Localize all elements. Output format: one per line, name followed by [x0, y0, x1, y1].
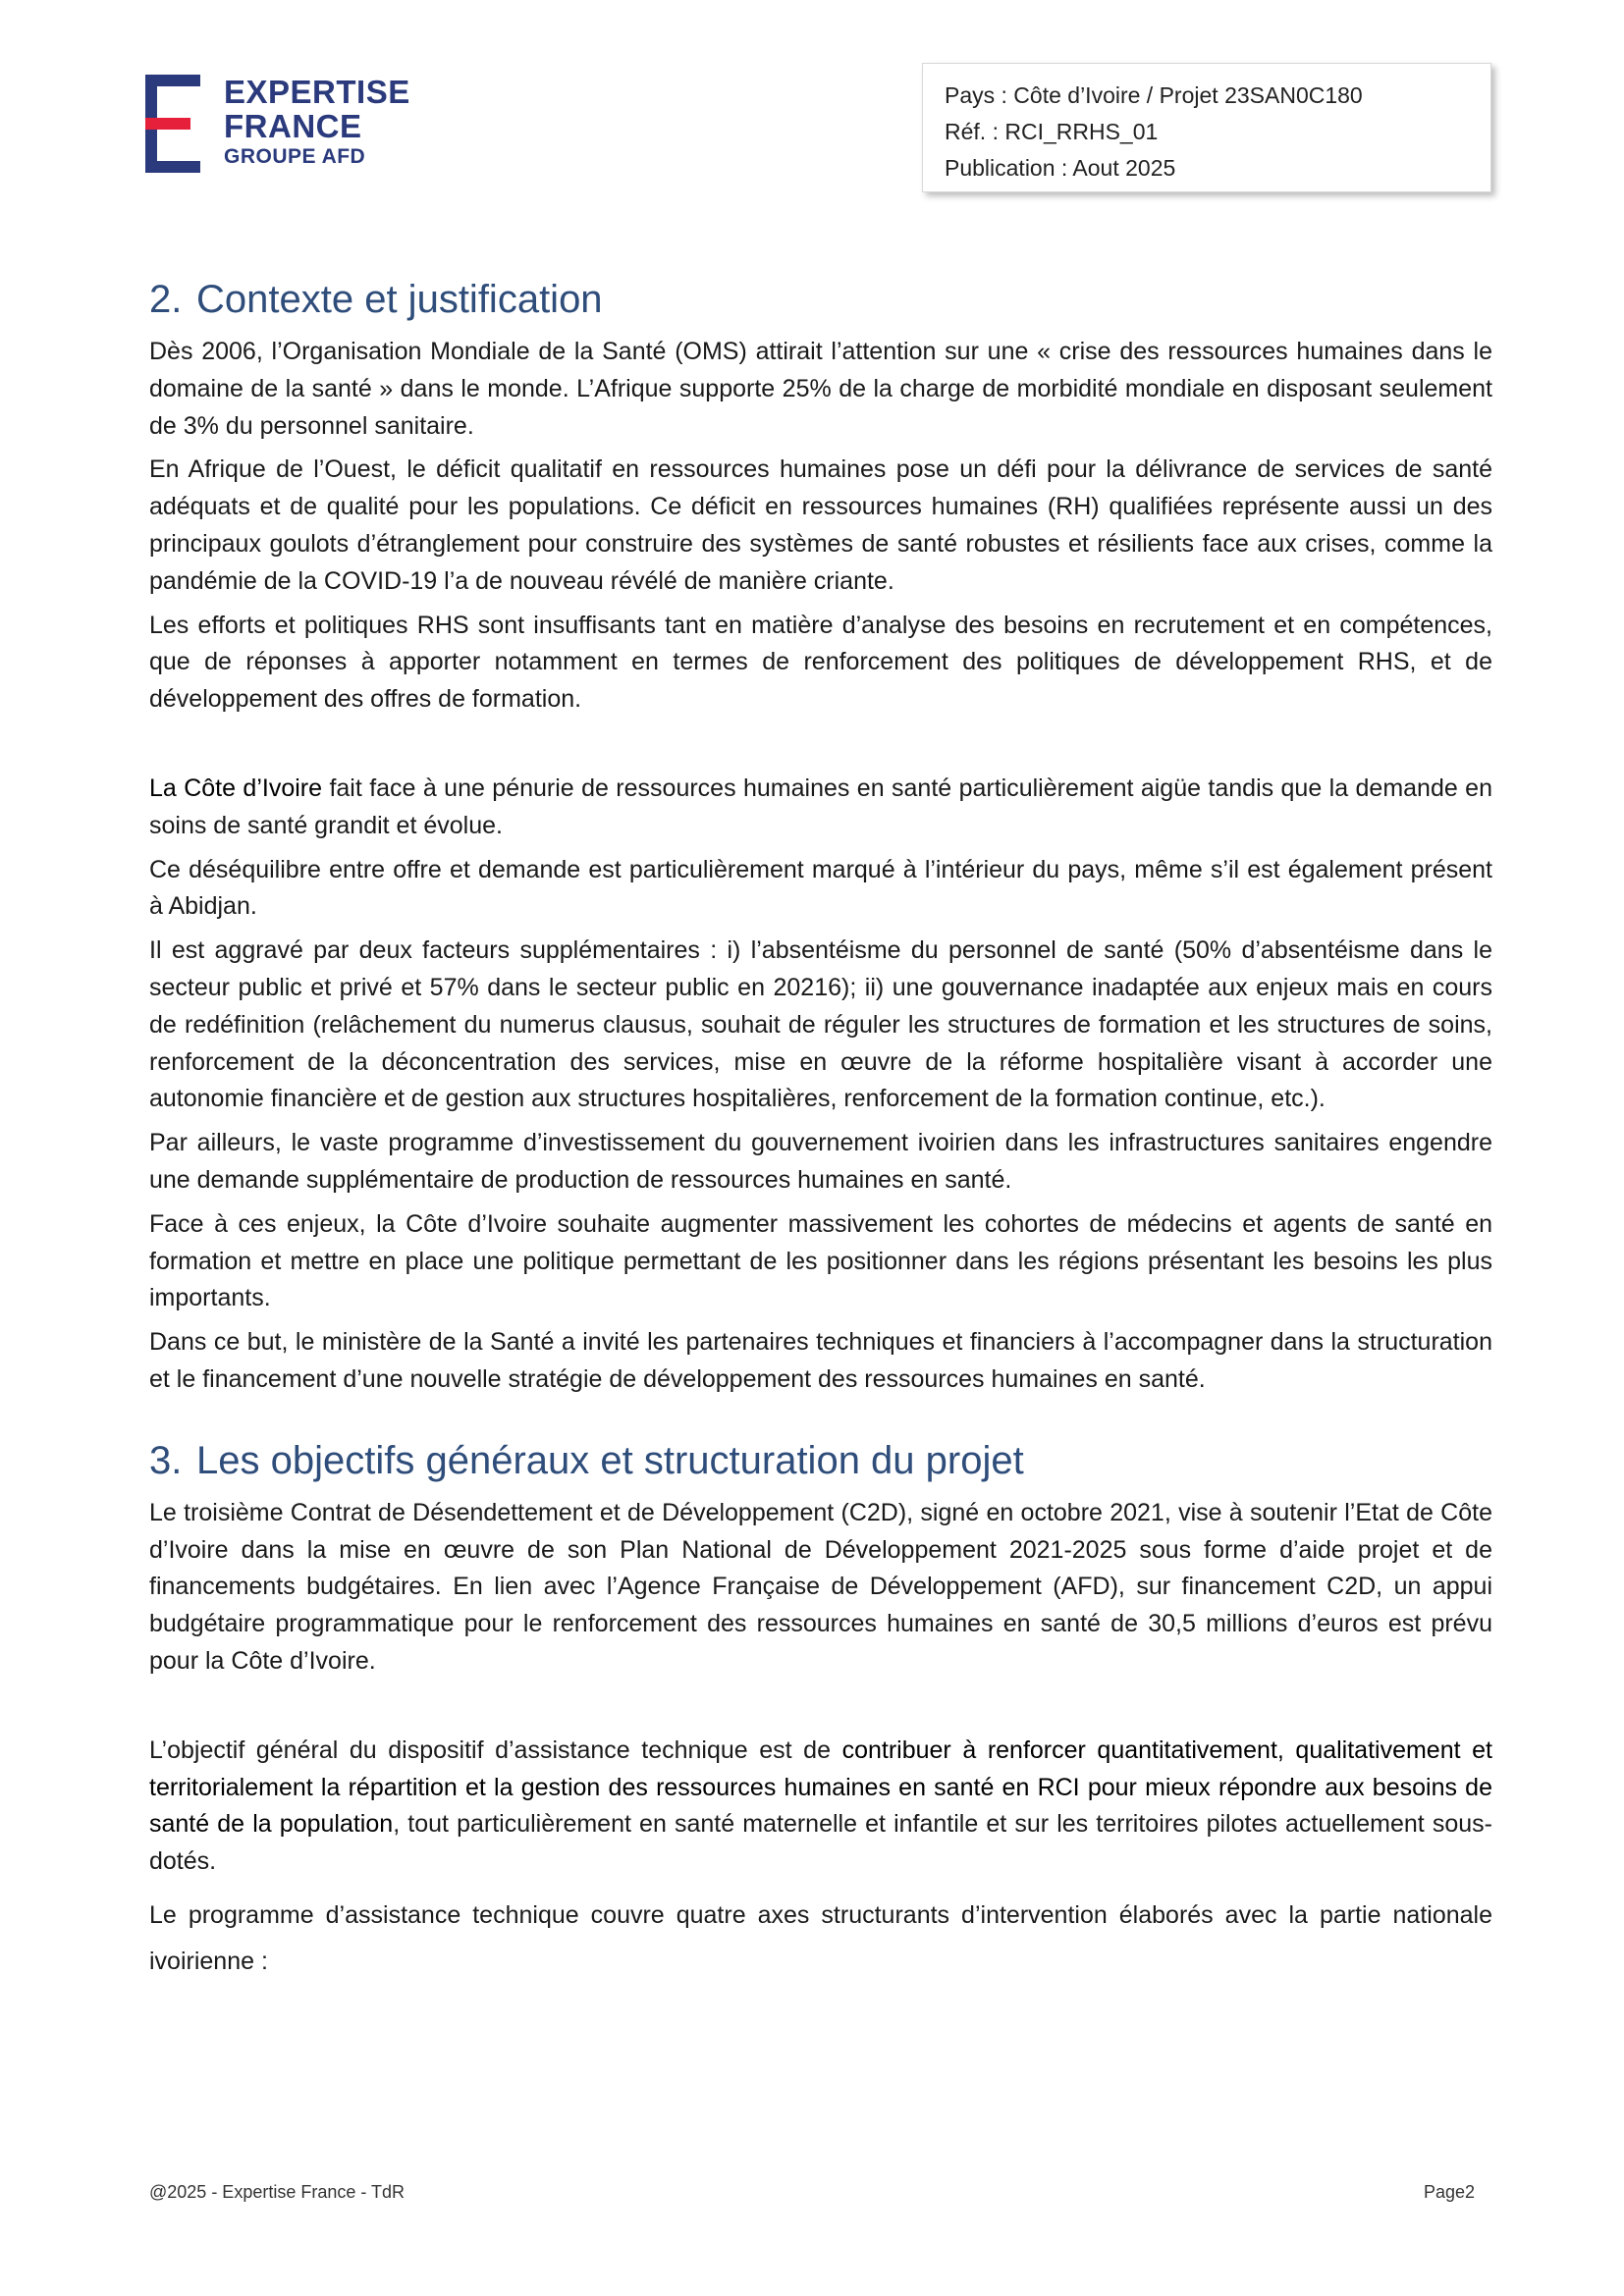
ref-code: Réf. : RCI_RRHS_01: [945, 119, 1159, 144]
section-3-heading: [149, 1436, 1492, 1485]
general-objective-emphasis: contribuer à renforcer quantitativement, qualitativement et territorialement la répartition et la gestion des ressources humaines en santé en RCI pour mieux répondre aux besoins de santé de la population: [149, 1735, 1492, 1839]
cote-divoire-emphasis: La Côte d’Ivoire: [149, 774, 323, 802]
section-3-number: 3.: [149, 1438, 183, 1482]
document-body: [149, 275, 1492, 1985]
section-2-number: 2.: [149, 278, 183, 321]
section-2-paragraph: Dès 2006, l’Organisation Mondiale de la Santé (OMS) attirait l’attention sur une « crise des ressources humaines dans le domaine de la santé » dans le monde. L’Afrique supporte 25% de la charge de morbidité mondiale en disposant seulement de 3% du personnel sanitaire.: [149, 338, 1492, 440]
ref-country-project: Pays : Côte d’Ivoire / Projet 23SAN0C180: [945, 82, 1363, 108]
section-3-title: Les objectifs généraux et structuration du projet: [196, 1438, 1024, 1482]
logo-line-3: GROUPE AFD: [224, 145, 366, 168]
section-3-paragraph: [149, 1733, 1492, 1881]
section-3-paragraph: Le programme d’assistance technique couvre quatre axes structurants d’intervention élaborés avec la partie nationale ivoirienne :: [149, 1900, 1492, 1975]
section-2-heading: [149, 275, 1492, 324]
expertise-france-logo: [145, 75, 460, 173]
section-2-paragraph: [149, 771, 1492, 845]
reference-box: [922, 63, 1491, 192]
paragraph-text: L’objectif général du dispositif d’assistance technique est de: [149, 1735, 842, 1764]
section-2-paragraph: Ce déséquilibre entre offre et demande est particulièrement marqué à l’intérieur du pays, même s’il est également présent à Abidjan.: [149, 855, 1492, 921]
section-2-paragraph: Les efforts et politiques RHS sont insuffisants tant en matière d’analyse des besoins en recrutement et en compétences, que de réponses à apporter notamment en termes de renforcement des politiques de développement RHS, et de développement des offres de formation.: [149, 611, 1492, 714]
paragraph-text: fait face à une pénurie de ressources humaines en santé particulièrement aigüe tandis que la demande en soins de santé grandit et évolue.: [149, 774, 1492, 839]
footer-page-number: Page2: [1424, 2182, 1476, 2202]
section-2-title: Contexte et justification: [196, 278, 603, 321]
section-3-paragraph: Le troisième Contrat de Désendettement et de Développement (C2D), signé en octobre 2021, vise à soutenir l’Etat de Côte d’Ivoire dans la mise en œuvre de son Plan National de Développement 2021-2025 sous forme d’aide projet et de financements budgétaires. En lien avec l’Agence Française de Développement (AFD), sur financement C2D, un appui budgétaire programmatique pour le renforcement des ressources humaines en santé de 30,5 millions d’euros est prévu pour la Côte d’Ivoire.: [149, 1498, 1492, 1675]
logo-line-1: EXPERTISE: [224, 74, 410, 110]
section-2-paragraph: Par ailleurs, le vaste programme d’investissement du gouvernement ivoirien dans les infrastructures sanitaires engendre une demande supplémentaire de production de ressources humaines en santé.: [149, 1129, 1492, 1194]
ref-publication: Publication : Aout 2025: [945, 155, 1176, 181]
expertise-france-logo-mark-icon: [145, 75, 200, 173]
logo-text: [224, 75, 410, 171]
section-2-paragraph: En Afrique de l’Ouest, le déficit qualitatif en ressources humaines pose un défi pour la délivrance de services de santé adéquats et de qualité pour les populations. Ce déficit en ressources humaines (RH) qualifiées représente aussi un des principaux goulots d’étranglement pour construire des systèmes de santé robustes et résilients face aux crises, comme la pandémie de la COVID-19 l’a de nouveau révélé de manière criante.: [149, 455, 1492, 595]
footer-copyright: @2025 - Expertise France - TdR: [149, 2182, 406, 2202]
paragraph-text: , tout particulièrement en santé maternelle et infantile et sur les territoires pilotes actuellement sous-dotés.: [149, 1810, 1492, 1876]
section-2-paragraph: Face à ces enjeux, la Côte d’Ivoire souhaite augmenter massivement les cohortes de médecins et agents de santé en formation et mettre en place une politique permettant de les positionner dans les régions présentant les besoins les plus importants.: [149, 1209, 1492, 1312]
logo-line-2: FRANCE: [224, 108, 362, 144]
section-2-paragraph: Il est aggravé par deux facteurs supplémentaires : i) l’absentéisme du personnel de santé (50% d’absentéisme dans le secteur public et privé et 57% dans le secteur public en 20216); ii) une gouvernance inadaptée aux enjeux mais en cours de redéfinition (relâchement du numerus clausus, souhait de réguler les structures de formation et les structures de soins, renforcement de la déconcentration des services, mise en œuvre de la réforme hospitalière visant à accorder une autonomie financière et de gestion aux structures hospitalières, renforcement de la formation continue, etc.).: [149, 936, 1492, 1113]
section-2-paragraph: Dans ce but, le ministère de la Santé a invité les partenaires techniques et financiers à l’accompagner dans la structuration et le financement d’une nouvelle stratégie de développement des ressources humaines en santé.: [149, 1328, 1492, 1393]
